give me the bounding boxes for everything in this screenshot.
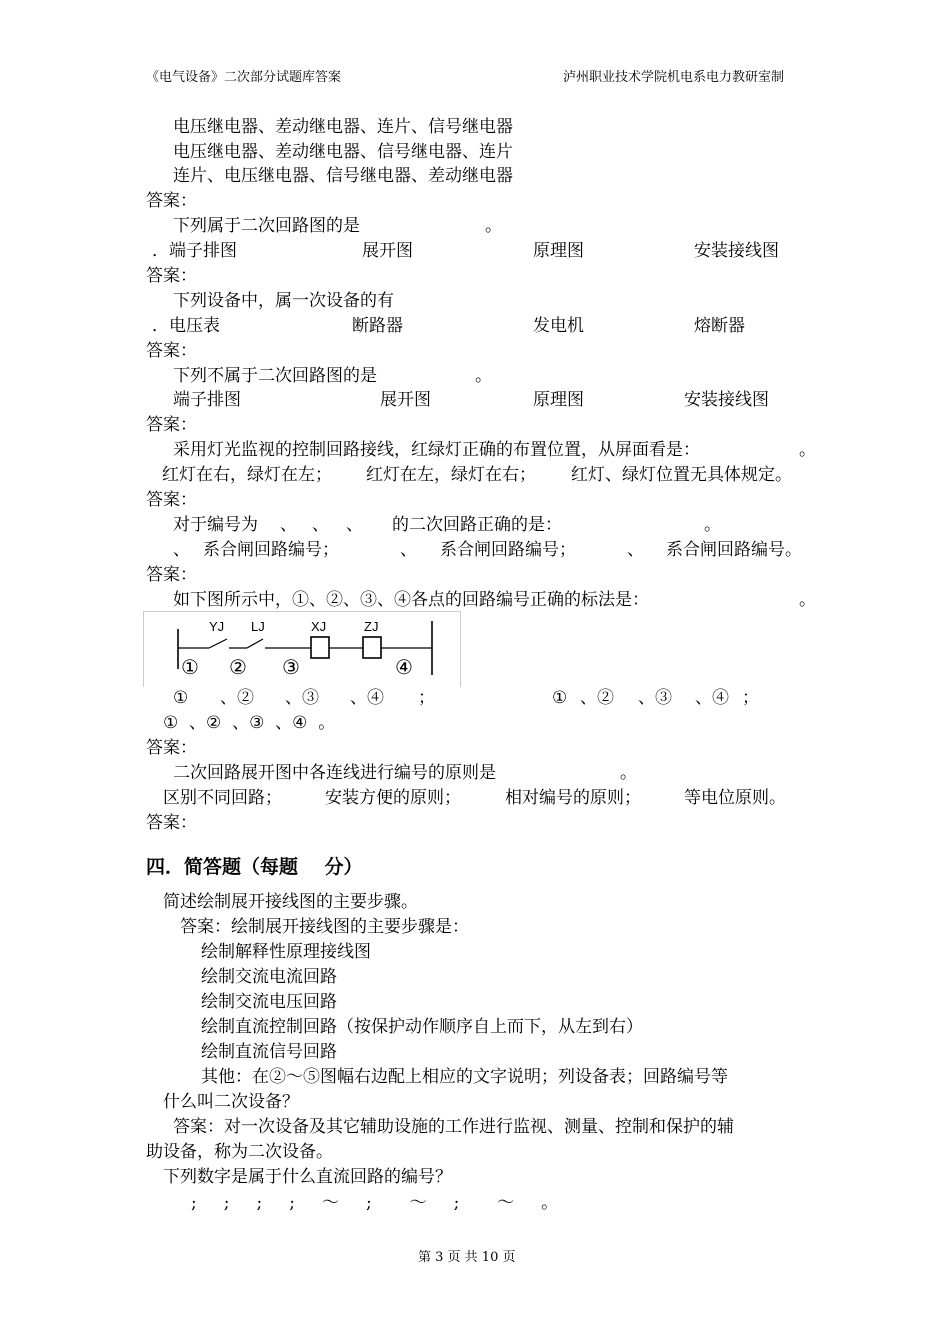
option: 安装方便的原则； <box>325 788 461 808</box>
node-4: ④ <box>395 655 413 679</box>
yj-contact <box>209 639 227 648</box>
text-line: 连片、电压继电器、信号继电器、差动继电器 <box>173 166 513 186</box>
option: 红灯在右，绿灯在左； <box>162 465 332 485</box>
option: 、 <box>400 540 417 560</box>
question: 下列数字是属于什么直流回路的编号？ <box>163 1167 452 1187</box>
question-part: 、 <box>346 515 363 535</box>
answer-step: 绘制解释性原理接线图 <box>201 942 371 962</box>
question-end: 。 <box>799 590 816 610</box>
option: ； <box>418 688 435 708</box>
answer-label: 答案： <box>146 415 197 435</box>
option: 系合闸回路编号； <box>440 540 576 560</box>
numbers-line: ; ; ; ; ～ ; ～ ; ～ 。 <box>191 1193 559 1213</box>
question-end: 。 <box>475 366 492 386</box>
option: ； <box>742 688 759 708</box>
option: 原理图 <box>533 241 584 261</box>
circuit-diagram <box>143 611 461 687</box>
answer-step: 绘制直流信号回路 <box>201 1042 337 1062</box>
option: 区别不同回路； <box>163 788 282 808</box>
node-2: ② <box>229 655 247 679</box>
question-end: 。 <box>704 515 721 535</box>
option: 断路器 <box>352 316 403 336</box>
option: 、 <box>173 540 190 560</box>
question: 什么叫二次设备？ <box>163 1092 299 1112</box>
option: 、④ <box>350 688 384 708</box>
question: 如下图所示中，①、②、③、④各点的回路编号正确的标法是： <box>173 590 649 610</box>
answer: 答案：对一次设备及其它辅助设施的工作进行监视、测量、控制和保护的辅 <box>173 1117 734 1137</box>
answer: 助设备，称为二次设备。 <box>146 1142 333 1162</box>
option: 、② <box>580 688 614 708</box>
answer-step: 其他：在②～⑤图幅右边配上相应的文字说明；列设备表；回路编号等 <box>201 1067 728 1087</box>
option: 等电位原则。 <box>684 788 786 808</box>
node-3: ③ <box>282 655 300 679</box>
option: 展开图 <box>380 390 431 410</box>
page-footer: 第 3 页 共 10 页 <box>418 1250 516 1265</box>
label-xj: XJ <box>311 619 327 634</box>
question: 简述绘制展开接线图的主要步骤。 <box>163 892 418 912</box>
question-end: 。 <box>485 216 502 236</box>
answer-label: 答案： <box>146 813 197 833</box>
question-part: 的二次回路正确的是： <box>392 515 562 535</box>
option: 、 <box>627 540 644 560</box>
answer-label: 答案： <box>146 191 197 211</box>
answer-label: 答案： <box>146 565 197 585</box>
option: ① <box>552 688 568 708</box>
lj-contact <box>247 639 263 648</box>
option: 熔断器 <box>694 316 745 336</box>
question-end: 。 <box>620 763 637 783</box>
option: 系合闸回路编号。 <box>666 540 802 560</box>
question: 对于编号为 <box>173 515 258 535</box>
label-yj: YJ <box>209 619 225 634</box>
option: 展开图 <box>362 241 413 261</box>
node-1: ① <box>181 655 199 679</box>
question-part: 、 <box>280 515 297 535</box>
option: ．电压表 <box>152 316 220 336</box>
option: 、④ <box>695 688 729 708</box>
option: 、② <box>220 688 254 708</box>
zj-coil <box>363 637 381 658</box>
answer-label: 答案： <box>146 490 197 510</box>
question: 二次回路展开图中各连线进行编号的原则是 <box>173 763 496 783</box>
answer-step: 绘制交流电压回路 <box>201 992 337 1012</box>
option: 安装接线图 <box>694 241 779 261</box>
question-part: 、 <box>312 515 329 535</box>
option: 端子排图 <box>173 390 241 410</box>
page-header-right: 泸州职业技术学院机电系电力教研室制 <box>563 70 785 85</box>
answer-label: 答案： <box>146 266 197 286</box>
page-header-left: 《电气设备》二次部分试题库答案 <box>146 70 342 85</box>
answer-label: 答案： <box>146 738 197 758</box>
option: 红灯、绿灯位置无具体规定。 <box>571 465 792 485</box>
label-zj: ZJ <box>364 619 379 634</box>
section-heading: 四．简答题（每题 分） <box>146 856 363 878</box>
option: 系合闸回路编号； <box>203 540 339 560</box>
option: 红灯在左，绿灯在右； <box>366 465 536 485</box>
question: 采用灯光监视的控制回路接线，红绿灯正确的布置位置，从屏面看是： <box>173 440 700 460</box>
option: ① 、② 、③ 、④ 。 <box>163 713 336 733</box>
question: 下列不属于二次回路图的是 <box>173 366 377 386</box>
answer: 答案：绘制展开接线图的主要步骤是： <box>180 917 469 937</box>
question: 下列设备中，属一次设备的有 <box>173 291 394 311</box>
label-lj: LJ <box>251 619 265 634</box>
text-line: 电压继电器、差动继电器、连片、信号继电器 <box>173 117 513 137</box>
option: 相对编号的原则； <box>505 788 641 808</box>
question-end: 。 <box>799 440 816 460</box>
option: 、③ <box>638 688 672 708</box>
question: 下列属于二次回路图的是 <box>173 216 360 236</box>
answer-label: 答案： <box>146 341 197 361</box>
answer-step: 绘制交流电流回路 <box>201 967 337 987</box>
text-line: 电压继电器、差动继电器、信号继电器、连片 <box>173 142 513 162</box>
answer-step: 绘制直流控制回路（按保护动作顺序自上而下，从左到右） <box>201 1017 643 1037</box>
option: ．端子排图 <box>152 241 237 261</box>
option: 安装接线图 <box>684 390 769 410</box>
option: ① <box>173 688 189 708</box>
option: 、③ <box>285 688 319 708</box>
option: 发电机 <box>533 316 584 336</box>
option: 原理图 <box>533 390 584 410</box>
xj-coil <box>311 637 329 658</box>
